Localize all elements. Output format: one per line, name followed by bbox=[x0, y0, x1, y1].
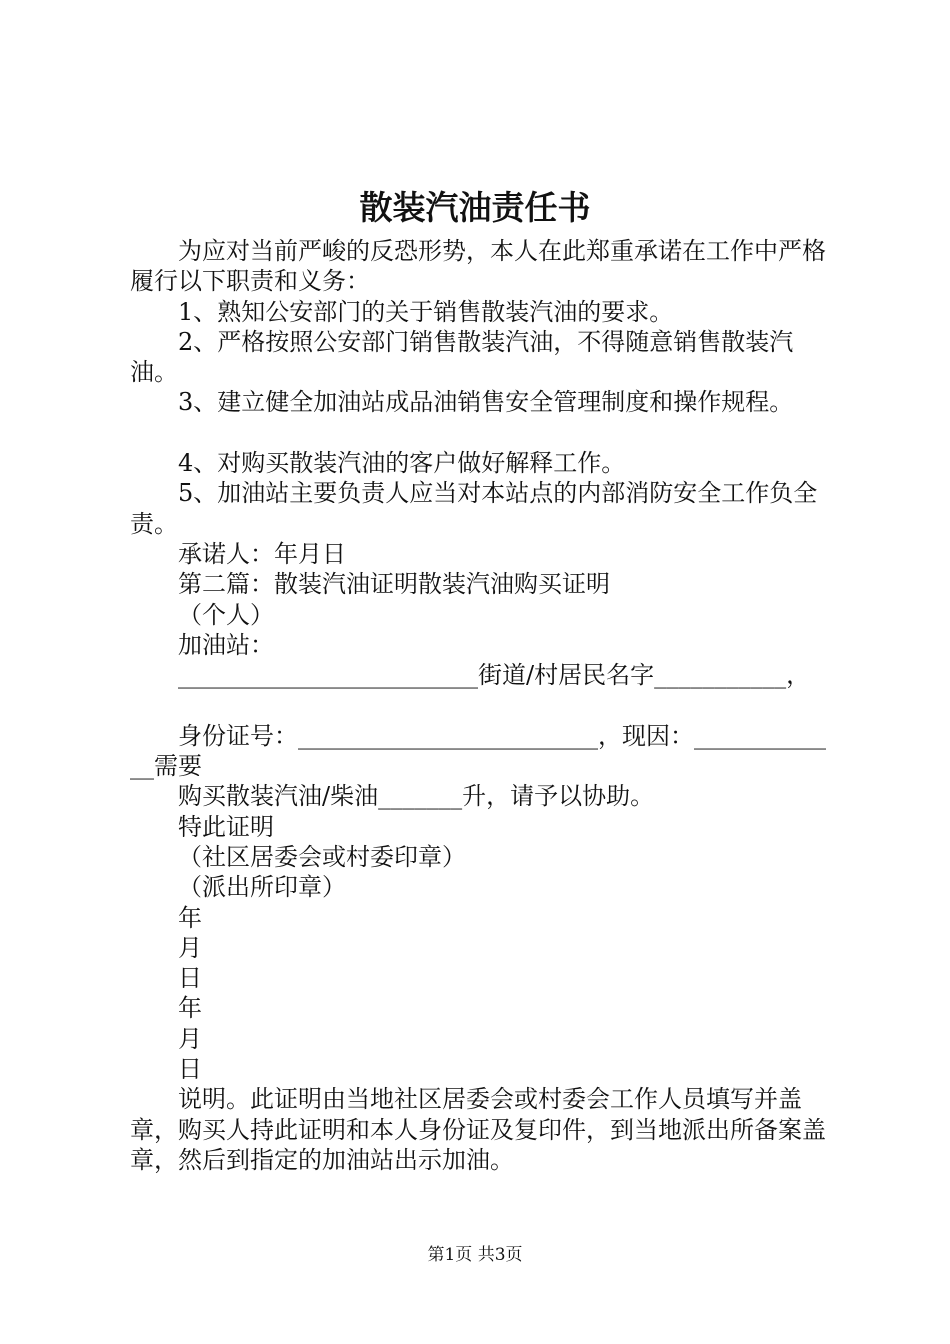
street-name-line: _________________________街道/村居民名字___________， bbox=[178, 661, 811, 690]
document-title: 散装汽油责任书 bbox=[359, 188, 591, 227]
personal-label: （个人） bbox=[178, 600, 274, 629]
blank-line bbox=[130, 690, 830, 720]
date-year-2: 年 bbox=[178, 994, 202, 1023]
item-3: 3、建立健全加油站成品油销售安全管理制度和操作规程。 bbox=[178, 388, 794, 417]
certify-line: 特此证明 bbox=[178, 812, 274, 841]
date-month-2: 月 bbox=[178, 1024, 202, 1053]
community-seal-label: （社区居委会或村委印章） bbox=[178, 842, 466, 871]
intro-paragraph: 为应对当前严峻的反恐形势，本人在此郑重承诺在工作中严格履行以下职责和义务： bbox=[130, 237, 826, 296]
station-label: 加油站： bbox=[178, 630, 274, 659]
date-day-1: 日 bbox=[178, 964, 202, 993]
date-year-1: 年 bbox=[178, 903, 202, 932]
item-2: 2、严格按照公安部门销售散装汽油，不得随意销售散装汽油。 bbox=[130, 327, 794, 387]
page-footer: 第1页 共3页 bbox=[427, 1245, 523, 1265]
promisor-line: 承诺人：年月日 bbox=[178, 539, 346, 568]
police-seal-label: （派出所印章） bbox=[178, 873, 346, 902]
purchase-line: 购买散装汽油/柴油_______升，请予以协助。 bbox=[178, 782, 655, 811]
date-day-2: 日 bbox=[178, 1055, 202, 1084]
note-paragraph: 说明。此证明由当地社区居委会或村委会工作人员填写并盖章，购买人持此证明和本人身份证及复印件，到当地派出所备案盖章，然后到指定的加油站出示加油。 bbox=[130, 1085, 826, 1174]
blank-line bbox=[130, 418, 830, 448]
date-month-1: 月 bbox=[178, 933, 202, 962]
item-1: 1、熟知公安部门的关于销售散装汽油的要求。 bbox=[178, 297, 674, 326]
section-2-heading: 第二篇：散装汽油证明散装汽油购买证明 bbox=[178, 570, 610, 599]
id-number-line: 身份证号：_________________________，现因：_____________需要 bbox=[130, 721, 826, 781]
item-5: 5、加油站主要负责人应当对本站点的内部消防安全工作负全责。 bbox=[130, 479, 818, 538]
document-body bbox=[130, 236, 830, 1175]
item-4: 4、对购买散装汽油的客户做好解释工作。 bbox=[178, 449, 626, 478]
